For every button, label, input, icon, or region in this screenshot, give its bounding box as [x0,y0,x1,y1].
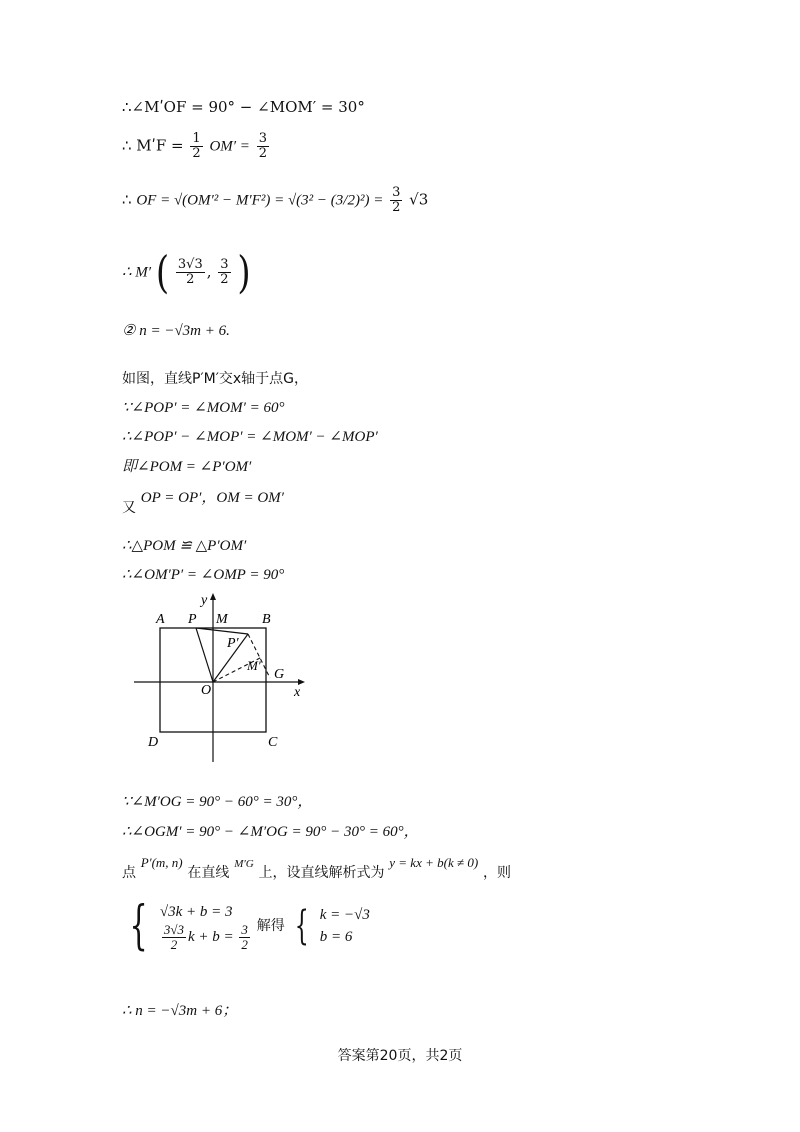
line-prefix: ∴ [122,190,132,209]
paren-open: ( [155,246,170,299]
label-o: O [201,683,212,698]
fraction-eq2-rhs [239,923,250,952]
y-axis-arrow-icon [210,593,216,600]
line-mid: OM′ = [209,138,250,155]
page-footer: 答案第20页，共2页 [337,1048,463,1064]
fraction-numerator: 3 [220,257,229,272]
label-d: D [148,735,159,750]
fraction-denominator: 2 [220,272,229,287]
brace-left: { [129,896,148,956]
line-final-result [122,1002,237,1020]
line-sides-equal [122,488,284,516]
text-line-equation: y = kx + b(k ≠ 0) [389,855,479,870]
fraction-eq2-coef [162,923,186,952]
fraction-numerator: 3 [258,131,267,146]
equation-1: √3k + b = 3 [159,903,233,920]
line-of-length [122,186,428,215]
line-angle-pom [122,458,251,476]
text-on-line: 在直线 [187,865,230,881]
label-m-prime: M′ [247,658,261,673]
text-solve: 解得 [256,918,285,934]
fraction-three-halves [257,132,269,161]
text-line-name: M′G [234,858,254,870]
line-figure-intro [122,370,308,388]
line-angle-subtract [122,428,378,446]
paren-close: ) [237,246,251,299]
equation-system [122,896,370,956]
text-point-coords: P′(m, n) [140,855,183,870]
line-angle-ogm [122,823,419,841]
line-text: ∴∠OGM′ = 90° − ∠M′OG = 90° − 30° = 60°， [122,824,419,840]
line-text: 如图，直线P′M′交x轴于点G， [122,371,309,387]
system-solution [320,904,370,948]
segment-pp-prime [196,628,248,634]
line-mprime-coords: ∴ M′ ( $\frac{3√3}{2}$ , $\frac{3}{2}$ ) [122,246,251,299]
equation-2 [160,923,252,952]
segment-op [196,628,213,682]
fraction-denominator: 2 [258,146,267,161]
label-m: M [216,612,228,627]
fraction-of-result [390,186,402,215]
fraction-denominator: 2 [170,936,178,952]
line-text: ∴∠OM′P′ = ∠OMP = 90° [122,567,285,583]
label-b: B [262,612,271,627]
fraction-denominator: 2 [241,936,248,952]
text-then: ，则 [482,865,511,881]
equation-2-tail: k + b = [188,928,234,945]
label-x: x [294,685,301,700]
fraction-numerator: 3 [392,185,401,200]
line-text: ∴ n = −√3m + 6； [122,1003,238,1019]
line-prefix: 又 [122,500,136,516]
fraction-denominator: 2 [186,272,195,287]
line-point-on-line [122,853,511,883]
of-expression: OF = √(OM′² − M′F²) = √(3² − (3/2)²) = [136,192,384,209]
fraction-numerator: 3 [241,921,248,937]
label-g: G [274,667,285,682]
of-result-tail: √3 [409,190,429,209]
line-text: ∵∠M′OG = 90° − 60° = 30°， [122,794,313,810]
solution-k: k = −√3 [319,907,370,923]
line-text: ∴∠MʹOF = 90° − ∠MOM′ = 30° [122,98,365,116]
fraction-denominator: 2 [392,200,401,215]
line-text: OP = OP′，OM = OM′ [140,490,284,506]
fraction-numerator: 3√3 [177,257,203,272]
line-prefix: ∴ MʹF = [122,136,184,155]
text-point: 点 [122,865,136,881]
fraction-denominator: 2 [192,146,201,161]
line-text: 即∠POM = ∠P′OM′ [122,459,252,475]
fraction-numerator: 3√3 [163,921,185,937]
line-prefix: ∴ M′ [122,264,152,281]
fraction-coord-x [176,258,205,287]
label-c: C [268,735,278,750]
geometry-figure [130,590,330,770]
line-text: ② n = −√3m + 6. [122,323,230,339]
system-equations [160,901,252,952]
line-angle-mog [122,793,312,811]
label-p: P [188,612,197,627]
line-part2-result [122,322,230,340]
line-angle-equal [122,399,284,417]
line-text: ∴∠POP′ − ∠MOP′ = ∠MOM′ − ∠MOP′ [122,429,378,445]
line-congruent [122,537,246,555]
line-text: ∴△POM ≌ △P′OM′ [122,538,247,554]
label-y: y [201,593,208,608]
label-p-prime: P′ [227,636,239,651]
line-angle-mof [122,98,365,116]
line-text: ∵∠POP′ = ∠MOM′ = 60° [122,400,285,416]
fraction-coord-y [218,258,230,287]
label-a: A [156,612,165,627]
text-set-line: 上，设直线解析式为 [258,865,385,881]
fraction-half [190,132,202,161]
line-mf-length [122,132,271,161]
brace-right: { [295,903,310,949]
line-right-angle [122,566,284,584]
fraction-numerator: 1 [192,131,201,146]
solution-b: b = 6 [319,929,353,945]
